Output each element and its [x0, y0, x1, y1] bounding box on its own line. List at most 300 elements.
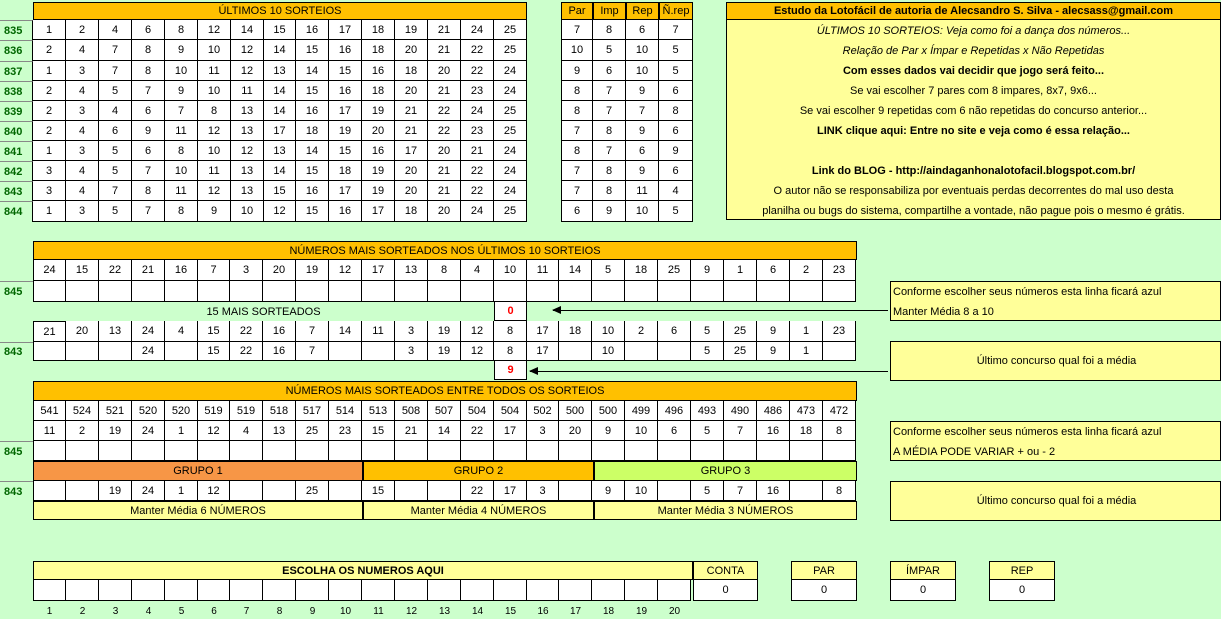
number-cell: 22 — [461, 61, 494, 81]
highlight-cell — [494, 441, 527, 461]
note-text: Conforme escolher seus números esta linha ficará azul — [893, 286, 1162, 298]
number-cell: 18 — [362, 81, 395, 101]
info-line: planilha ou bugs do sistema, compartilhe a vontade, não pague pois o mesmo é grátis. — [762, 205, 1185, 217]
highlight-cell — [296, 281, 329, 302]
match-cell-843 — [658, 481, 691, 501]
match-cell-843: 9 — [592, 481, 625, 501]
choice-input[interactable] — [263, 580, 296, 601]
choice-input[interactable] — [527, 580, 559, 601]
number-cell: 24 — [494, 181, 527, 201]
freq-number: 9 — [691, 260, 724, 281]
freq-number: 15 — [66, 260, 99, 281]
choice-input[interactable] — [559, 580, 592, 601]
number-cell: 14 — [296, 61, 329, 81]
freq-number-843: 3 — [395, 321, 428, 342]
freq-number: 6 — [757, 260, 790, 281]
freqall-number: 23 — [329, 421, 362, 441]
number-cell: 24 — [461, 101, 494, 121]
freq-number-843: 13 — [99, 321, 132, 342]
number-cell: 4 — [66, 81, 99, 101]
number-cell: 15 — [264, 20, 296, 40]
number-cell: 2 — [33, 81, 66, 101]
freqall-number: 13 — [263, 421, 296, 441]
stat-cell: 8 — [659, 101, 693, 121]
number-cell: 14 — [264, 101, 296, 121]
number-cell: 16 — [296, 20, 329, 40]
number-cell: 20 — [395, 40, 428, 61]
number-cell: 3 — [33, 161, 66, 181]
stat-cell: 8 — [561, 101, 593, 121]
freqall-number: 12 — [198, 421, 230, 441]
choice-input[interactable] — [625, 580, 658, 601]
note-last-contest-all — [890, 481, 1221, 521]
choice-input[interactable] — [165, 580, 198, 601]
match-cell-843 — [230, 481, 263, 501]
match-cell-843 — [165, 342, 198, 361]
freq-number: 3 — [230, 260, 263, 281]
freqall-number: 7 — [724, 421, 757, 441]
match-cell-843: 10 — [592, 342, 625, 361]
highlight-cell — [33, 441, 66, 461]
stat-cell: 8 — [561, 81, 593, 101]
number-cell: 5 — [99, 81, 132, 101]
number-cell: 21 — [428, 20, 461, 40]
highlight-cell — [790, 281, 823, 302]
conta-value: 0 — [693, 580, 758, 601]
choice-index: 14 — [471, 605, 484, 617]
stats-header: Rep — [626, 2, 659, 20]
choice-index: 7 — [243, 605, 250, 617]
number-cell: 3 — [66, 141, 99, 161]
number-cell: 1 — [33, 141, 66, 161]
number-cell: 7 — [99, 40, 132, 61]
group-3-note: Manter Média 3 NÚMEROS — [594, 501, 857, 520]
choice-input[interactable] — [428, 580, 461, 601]
stat-cell: 9 — [659, 141, 693, 161]
choice-input[interactable] — [132, 580, 165, 601]
freqall-number: 9 — [592, 421, 625, 441]
number-cell: 3 — [33, 181, 66, 201]
number-cell: 17 — [329, 20, 362, 40]
number-cell: 16 — [296, 101, 329, 121]
number-cell: 4 — [99, 20, 132, 40]
stat-cell: 6 — [659, 161, 693, 181]
number-cell: 20 — [428, 61, 461, 81]
match-cell-843: 3 — [527, 481, 559, 501]
highlight-cell — [559, 441, 592, 461]
note-last-contest — [890, 341, 1221, 381]
info-line: O autor não se responsabiliza por eventuais perdas decorrentes do mal uso desta — [773, 185, 1174, 197]
number-cell: 16 — [362, 61, 395, 81]
choice-input[interactable] — [329, 580, 362, 601]
stat-cell: 7 — [561, 181, 593, 201]
match-cell-843 — [66, 481, 99, 501]
contest-label: 842 — [0, 161, 33, 181]
freq-number-843: 12 — [461, 321, 494, 342]
freq-number: 25 — [658, 260, 691, 281]
par-label: PAR — [791, 561, 857, 580]
choice-input[interactable] — [461, 580, 494, 601]
number-cell: 4 — [99, 101, 132, 121]
stat-cell: 8 — [593, 181, 626, 201]
highlight-cell — [757, 281, 790, 302]
highlight-cell — [658, 281, 691, 302]
freqall-number: 4 — [230, 421, 263, 441]
match-cell-843: 25 — [724, 342, 757, 361]
number-cell: 9 — [165, 40, 198, 61]
stat-cell: 5 — [593, 40, 626, 61]
stat-cell: 6 — [659, 81, 693, 101]
info-line: Relação de Par x Ímpar e Repetidas x Não Repetidas — [842, 45, 1105, 57]
freq-number: 4 — [461, 260, 494, 281]
number-cell: 8 — [132, 181, 165, 201]
highlight-cell — [724, 441, 757, 461]
match-cell-843: 24 — [132, 481, 165, 501]
stat-cell: 4 — [659, 181, 693, 201]
choice-input[interactable] — [658, 580, 691, 601]
contest-label: 844 — [0, 201, 33, 222]
count-845: 0 — [494, 302, 527, 321]
freq-number: 19 — [296, 260, 329, 281]
count-cell: 513 — [362, 401, 395, 421]
highlight-cell — [428, 281, 461, 302]
choice-input[interactable] — [494, 580, 527, 601]
number-cell: 8 — [165, 20, 198, 40]
freqall-number: 24 — [132, 421, 165, 441]
freq-number-843: 24 — [132, 321, 165, 342]
count-cell: 541 — [33, 401, 66, 421]
choice-input[interactable] — [362, 580, 395, 601]
note-highlight — [890, 281, 1221, 321]
number-cell: 24 — [461, 201, 494, 222]
choice-index: 3 — [112, 605, 119, 617]
freqall-number: 8 — [823, 421, 856, 441]
number-cell: 9 — [198, 201, 231, 222]
number-cell: 20 — [428, 201, 461, 222]
number-cell: 12 — [198, 20, 231, 40]
info-link[interactable]: LINK clique aqui: Entre no site e veja como é essa relação... — [816, 125, 1130, 137]
stat-cell: 5 — [659, 201, 693, 222]
freq-number-843: 14 — [329, 321, 362, 342]
number-cell: 7 — [132, 161, 165, 181]
highlight-cell — [592, 441, 625, 461]
number-cell: 25 — [494, 121, 527, 141]
freqall-number: 10 — [625, 421, 658, 441]
choice-input[interactable] — [33, 580, 66, 601]
number-cell: 21 — [428, 81, 461, 101]
freqall-number: 14 — [428, 421, 461, 441]
count-cell: 507 — [428, 401, 461, 421]
match-cell-843: 17 — [494, 481, 527, 501]
freq-number: 14 — [559, 260, 592, 281]
freq-number: 10 — [494, 260, 527, 281]
count-cell: 493 — [691, 401, 724, 421]
match-cell-843: 3 — [395, 342, 428, 361]
freqall-number: 2 — [66, 421, 99, 441]
number-cell: 8 — [198, 101, 231, 121]
freq-number-843: 4 — [165, 321, 198, 342]
highlight-cell — [757, 441, 790, 461]
impar-label: ÍMPAR — [890, 561, 956, 580]
choice-index: 1 — [46, 605, 53, 617]
highlight-cell — [329, 441, 362, 461]
number-cell: 10 — [165, 161, 198, 181]
number-cell: 2 — [33, 40, 66, 61]
number-cell: 18 — [395, 201, 428, 222]
count-cell: 517 — [296, 401, 329, 421]
number-cell: 10 — [198, 141, 231, 161]
choice-index: 17 — [569, 605, 582, 617]
number-cell: 11 — [165, 181, 198, 201]
rep-label: REP — [989, 561, 1055, 580]
number-cell: 12 — [198, 121, 231, 141]
number-cell: 24 — [494, 81, 527, 101]
choice-input[interactable] — [395, 580, 428, 601]
number-cell: 21 — [395, 121, 428, 141]
freq-number-843: 22 — [230, 321, 263, 342]
highlight-cell — [165, 441, 198, 461]
match-cell-843 — [395, 481, 428, 501]
number-cell: 21 — [428, 181, 461, 201]
highlight-cell — [230, 441, 263, 461]
number-cell: 23 — [461, 121, 494, 141]
freqall-number: 3 — [527, 421, 559, 441]
freq-number-843: 8 — [494, 321, 527, 342]
highlight-cell — [66, 281, 99, 302]
count-cell: 519 — [198, 401, 230, 421]
number-cell: 15 — [329, 61, 362, 81]
number-cell: 18 — [329, 161, 362, 181]
freq-number-843: 20 — [66, 321, 99, 342]
choice-input[interactable] — [99, 580, 132, 601]
number-cell: 6 — [132, 20, 165, 40]
match-cell-843: 12 — [198, 481, 230, 501]
number-cell: 13 — [264, 141, 296, 161]
freq-number-843: 5 — [691, 321, 724, 342]
number-cell: 7 — [99, 181, 132, 201]
freq-number: 5 — [592, 260, 625, 281]
match-cell-843: 22 — [461, 481, 494, 501]
number-cell: 22 — [461, 40, 494, 61]
conta-label: CONTA — [693, 561, 758, 580]
stat-cell: 7 — [626, 101, 659, 121]
note-text: Conforme escolher seus números esta linha ficará azul — [893, 426, 1162, 438]
stat-cell: 9 — [626, 121, 659, 141]
freq-number-843: 19 — [428, 321, 461, 342]
count-cell: 499 — [625, 401, 658, 421]
number-cell: 13 — [231, 121, 264, 141]
number-cell: 10 — [165, 61, 198, 81]
freq10-header: NÚMEROS MAIS SORTEADOS NOS ÚLTIMOS 10 SORTEIOS — [33, 241, 857, 260]
stat-cell: 8 — [593, 20, 626, 40]
match-cell-843: 8 — [494, 342, 527, 361]
freq-number: 7 — [198, 260, 230, 281]
match-cell-843: 22 — [230, 342, 263, 361]
count-cell: 521 — [99, 401, 132, 421]
number-cell: 3 — [66, 101, 99, 121]
freq-number: 20 — [263, 260, 296, 281]
match-cell-843 — [658, 342, 691, 361]
highlight-cell — [198, 441, 230, 461]
number-cell: 20 — [428, 141, 461, 161]
number-cell: 25 — [494, 101, 527, 121]
freqall-number: 22 — [461, 421, 494, 441]
number-cell: 22 — [428, 121, 461, 141]
group-3-header: GRUPO 3 — [594, 461, 857, 481]
number-cell: 1 — [33, 201, 66, 222]
highlight-cell — [527, 441, 559, 461]
highlight-cell — [66, 441, 99, 461]
match-cell-843: 1 — [790, 342, 823, 361]
freqall-number: 25 — [296, 421, 329, 441]
choice-input[interactable] — [198, 580, 230, 601]
stat-cell: 8 — [593, 121, 626, 141]
freqall-number: 17 — [494, 421, 527, 441]
highlight-cell — [494, 281, 527, 302]
freq-number: 22 — [99, 260, 132, 281]
number-cell: 18 — [362, 20, 395, 40]
freqall-number: 18 — [790, 421, 823, 441]
freq-number: 8 — [428, 260, 461, 281]
number-cell: 7 — [132, 201, 165, 222]
choice-index: 15 — [504, 605, 517, 617]
freq-number-843: 23 — [823, 321, 856, 342]
number-cell: 6 — [132, 141, 165, 161]
match-cell-843 — [362, 342, 395, 361]
match-cell-843: 12 — [461, 342, 494, 361]
number-cell: 19 — [329, 121, 362, 141]
match-cell-843 — [99, 342, 132, 361]
number-cell: 8 — [165, 201, 198, 222]
match-cell-843: 7 — [724, 481, 757, 501]
stat-cell: 6 — [626, 20, 659, 40]
match-cell-843 — [263, 481, 296, 501]
number-cell: 7 — [99, 61, 132, 81]
number-cell: 14 — [264, 40, 296, 61]
number-cell: 15 — [264, 181, 296, 201]
freq-number-843: 17 — [527, 321, 559, 342]
freq-number: 2 — [790, 260, 823, 281]
count-cell: 490 — [724, 401, 757, 421]
stat-cell: 10 — [626, 61, 659, 81]
number-cell: 12 — [231, 61, 264, 81]
number-cell: 22 — [428, 101, 461, 121]
count-cell: 473 — [790, 401, 823, 421]
number-cell: 22 — [461, 181, 494, 201]
stat-cell: 7 — [659, 20, 693, 40]
number-cell: 24 — [461, 20, 494, 40]
number-cell: 16 — [296, 181, 329, 201]
freq-number: 12 — [329, 260, 362, 281]
info-link[interactable]: Link do BLOG - http://aindaganhonalotofacil.blogspot.com.br/ — [811, 165, 1136, 177]
match-cell-843 — [790, 481, 823, 501]
stats-header: Ñ.rep — [659, 2, 693, 20]
stat-cell: 8 — [593, 161, 626, 181]
choice-index: 6 — [211, 605, 217, 617]
match-cell-843 — [823, 342, 856, 361]
highlight-cell — [461, 281, 494, 302]
number-cell: 17 — [395, 141, 428, 161]
match-cell-843: 17 — [527, 342, 559, 361]
number-cell: 12 — [198, 181, 231, 201]
stat-cell: 7 — [593, 141, 626, 161]
match-cell-843 — [33, 481, 66, 501]
highlight-cell — [296, 441, 329, 461]
number-cell: 16 — [362, 141, 395, 161]
number-cell: 1 — [33, 20, 66, 40]
count-cell: 520 — [165, 401, 198, 421]
number-cell: 10 — [198, 40, 231, 61]
number-cell: 24 — [494, 141, 527, 161]
freq-number: 21 — [132, 260, 165, 281]
choice-index: 12 — [405, 605, 418, 617]
stat-cell: 10 — [561, 40, 593, 61]
number-cell: 18 — [362, 40, 395, 61]
top15-label: 15 MAIS SORTEADOS — [206, 305, 321, 318]
highlight-cell — [724, 281, 757, 302]
number-cell: 15 — [296, 161, 329, 181]
choice-index: 8 — [276, 605, 283, 617]
number-cell: 2 — [66, 20, 99, 40]
contest-label: 843 — [0, 181, 33, 201]
freqall-number: 1 — [165, 421, 198, 441]
number-cell: 21 — [428, 40, 461, 61]
highlight-cell — [658, 441, 691, 461]
info-title: Estudo da Lotofácil de autoria de Alecsandro S. Silva - alecsass@gmail.com — [726, 2, 1221, 20]
note-text: Último concurso qual foi a média — [976, 355, 1137, 367]
contest-label: 839 — [0, 101, 33, 121]
choice-index: 9 — [309, 605, 316, 617]
choice-input[interactable] — [66, 580, 99, 601]
stat-cell: 7 — [593, 81, 626, 101]
number-cell: 7 — [132, 81, 165, 101]
number-cell: 15 — [296, 201, 329, 222]
choice-input[interactable] — [296, 580, 329, 601]
number-cell: 14 — [264, 161, 296, 181]
choice-input[interactable] — [230, 580, 263, 601]
number-cell: 24 — [494, 161, 527, 181]
freq-number-843: 11 — [362, 321, 395, 342]
number-cell: 5 — [99, 161, 132, 181]
highlight-cell — [362, 441, 395, 461]
highlight-cell — [99, 281, 132, 302]
stat-cell: 6 — [659, 121, 693, 141]
number-cell: 20 — [395, 181, 428, 201]
number-cell: 4 — [66, 121, 99, 141]
freqall-number: 6 — [658, 421, 691, 441]
match-cell-843: 19 — [99, 481, 132, 501]
freqall-number: 15 — [362, 421, 395, 441]
stat-cell: 10 — [626, 201, 659, 222]
number-cell: 4 — [66, 181, 99, 201]
choice-input[interactable] — [592, 580, 625, 601]
highlight-cell — [691, 441, 724, 461]
count-cell: 508 — [395, 401, 428, 421]
count-cell: 504 — [494, 401, 527, 421]
stats-header: Par — [561, 2, 593, 20]
freq-number: 24 — [33, 260, 66, 281]
number-cell: 19 — [362, 181, 395, 201]
contest-label: 836 — [0, 40, 33, 61]
number-cell: 17 — [362, 201, 395, 222]
highlight-cell — [198, 281, 230, 302]
highlight-cell — [691, 281, 724, 302]
stat-cell: 9 — [561, 61, 593, 81]
number-cell: 16 — [329, 81, 362, 101]
match-cell-843: 15 — [362, 481, 395, 501]
number-cell: 5 — [99, 201, 132, 222]
choice-index: 13 — [438, 605, 451, 617]
